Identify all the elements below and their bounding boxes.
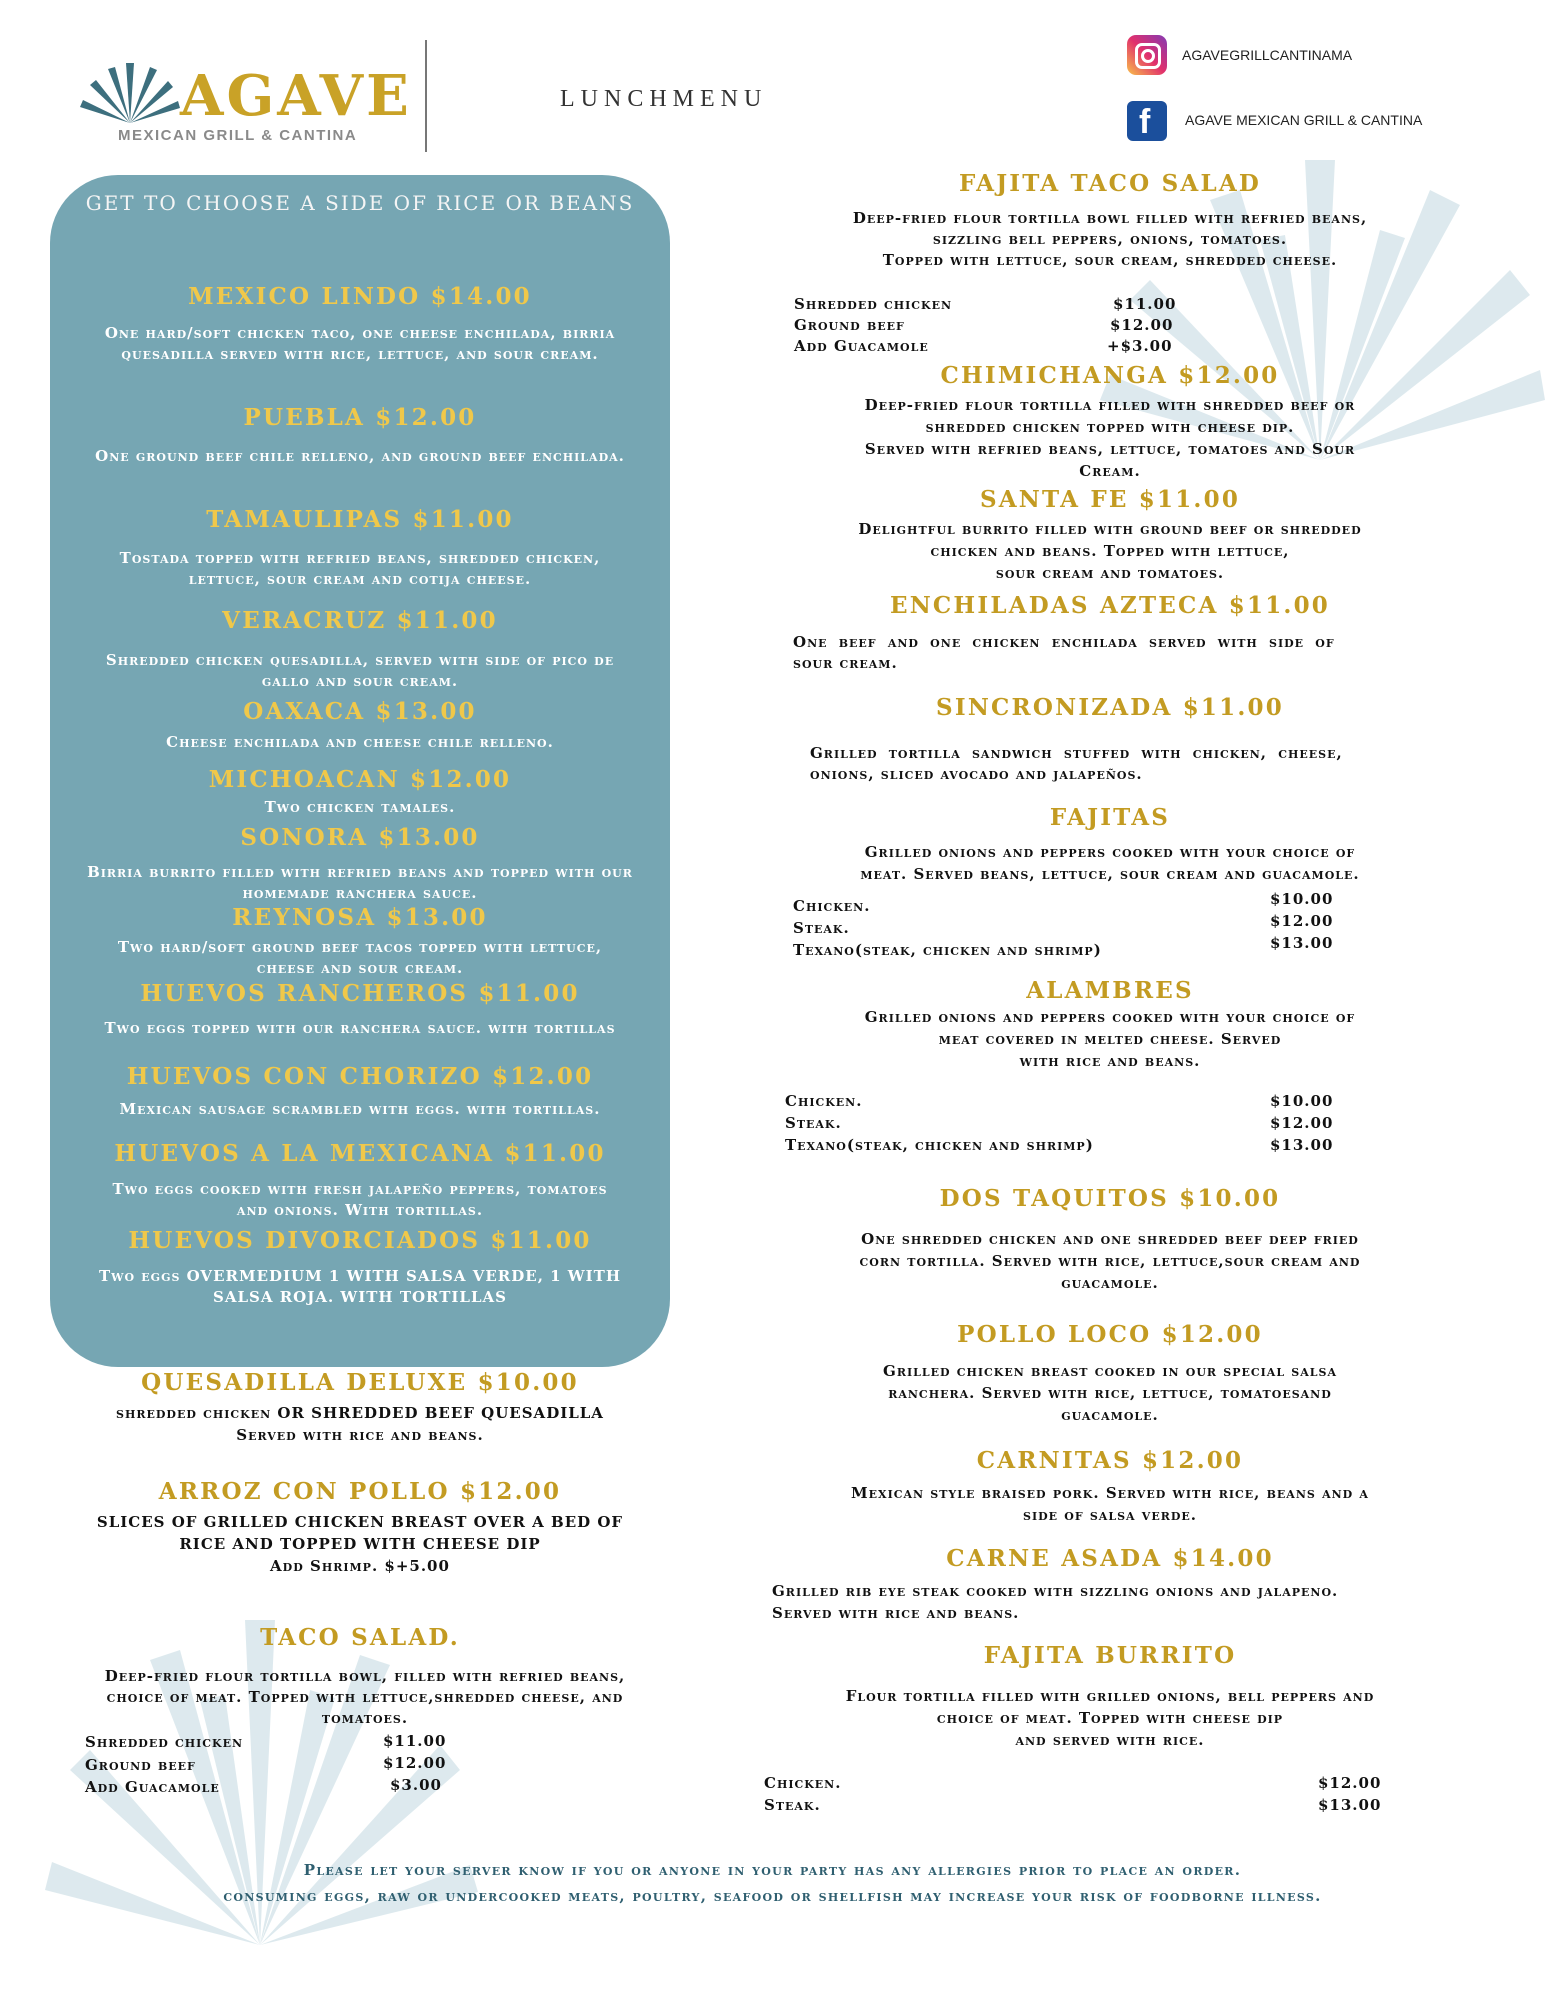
item-desc-line: Flour tortilla filled with grilled onions, bell peppers and <box>845 1687 1375 1705</box>
item-desc-huevos-divorciados: Two eggs OVERMEDIUM 1 WITH SALSA VERDE, 1 WITH SALSA ROJA. WITH TORTILLAS <box>98 1267 622 1306</box>
instagram-icon[interactable] <box>1127 35 1167 75</box>
item-title-santa-fe: SANTA FE $11.00 <box>979 486 1241 513</box>
item-desc-arroz-line1: SLICES OF GRILLED CHICKEN BREAST OVER A BED OF <box>96 1513 624 1531</box>
option-price: $12.00 <box>1110 316 1174 334</box>
item-title-arroz-con-pollo: ARROZ CON POLLO $12.00 <box>158 1478 562 1505</box>
option-name: Chicken. <box>764 1774 842 1792</box>
option-price: $12.00 <box>1270 912 1334 930</box>
option-name: Chicken. <box>793 897 871 915</box>
option-price: $12.00 <box>1270 1114 1334 1132</box>
option-price: $13.00 <box>1270 1136 1334 1154</box>
item-desc-veracruz: Shredded chicken quesadilla, served with side of pico de gallo and sour cream. <box>105 651 615 690</box>
item-desc-line: ranchera. Served with rice, lettuce, tomatoesand <box>888 1384 1332 1402</box>
item-desc-line: shredded chicken topped with cheese dip. <box>925 418 1295 436</box>
item-title-fajita-burrito: FAJITA BURRITO <box>983 1642 1237 1669</box>
item-desc-sonora: Birria burrito filled with refried beans and topped with our homemade ranchera sauce. <box>87 863 633 902</box>
item-title-puebla: PUEBLA $12.00 <box>243 404 477 431</box>
item-desc-line: with rice and beans. <box>1019 1052 1201 1070</box>
option-name: Texano(steak, chicken and shrimp) <box>793 941 1102 959</box>
instagram-handle[interactable]: AGAVEGRILLCANTINAMA <box>1182 47 1353 63</box>
option-name: Chicken. <box>785 1092 863 1110</box>
item-desc-huevos-con-chorizo: Mexican sausage scrambled with eggs. with tortillas. <box>119 1100 601 1118</box>
item-title-huevos-rancheros: HUEVOS RANCHEROS $11.00 <box>140 980 580 1007</box>
item-desc-line: Mexican style braised pork. Served with rice, beans and a <box>851 1484 1369 1502</box>
option-name: Add Guacamole <box>85 1778 220 1796</box>
item-desc-quesadilla-line2: Served with rice and beans. <box>236 1426 484 1444</box>
item-desc-line: onions, sliced avocado and jalapeños. <box>810 765 1143 783</box>
item-title-alambres: ALAMBRES <box>1026 977 1194 1004</box>
option-price: $10.00 <box>1270 1092 1334 1110</box>
item-title-veracruz: VERACRUZ $11.00 <box>222 607 498 634</box>
brand-name: AGAVE <box>180 63 412 129</box>
item-desc-michoacan: Two chicken tamales. <box>264 798 456 816</box>
item-title-carnitas: CARNITAS $12.00 <box>976 1447 1244 1474</box>
item-title-enchiladas-azteca: ENCHILADAS AZTECA $11.00 <box>889 592 1331 619</box>
item-title-sincronizada: SINCRONIZADA $11.00 <box>936 694 1284 721</box>
item-title-carne-asada: CARNE ASADA $14.00 <box>946 1545 1274 1572</box>
item-title-sonora: SONORA $13.00 <box>240 824 480 851</box>
option-price: $3.00 <box>390 1776 442 1794</box>
option-name: Steak. <box>764 1796 821 1814</box>
facebook-page[interactable]: AGAVE MEXICAN GRILL & CANTINA <box>1185 112 1423 128</box>
item-desc-line: Delightful burrito filled with ground beef or shredded <box>858 520 1362 538</box>
item-title-huevos-a-la-mexicana: HUEVOS A LA MEXICANA $11.00 <box>114 1140 606 1167</box>
item-desc-line: Deep-fried flour tortilla bowl filled with refried beans, <box>852 209 1368 227</box>
header-divider <box>425 40 427 152</box>
option-price: $10.00 <box>1270 890 1334 908</box>
item-desc-line: Served with rice and beans. <box>772 1604 1020 1622</box>
item-title-fajitas: FAJITAS <box>1049 804 1171 831</box>
item-desc-line: sour cream and tomatoes. <box>995 564 1225 582</box>
option-price: +$3.00 <box>1107 337 1173 355</box>
item-title-quesadilla-deluxe: QUESADILLA DELUXE $10.00 <box>141 1369 579 1396</box>
option-name: Add Guacamole <box>794 337 929 355</box>
option-price: $13.00 <box>1270 934 1334 952</box>
item-desc-line: guacamole. <box>1061 1406 1159 1424</box>
item-desc-line: Deep-fried flour tortilla filled with shredded beef or <box>864 396 1356 414</box>
item-desc-quesadilla-line1: shredded chicken OR SHREDDED BEEF QUESADILLA <box>116 1404 604 1422</box>
agave-logo-icon <box>80 63 180 125</box>
brand-logo <box>80 55 410 155</box>
item-title-huevos-con-chorizo: HUEVOS CON CHORIZO $12.00 <box>126 1063 594 1090</box>
item-desc-line: One beef and one chicken enchilada served with side of <box>793 633 1335 651</box>
item-desc-line: and served with rice. <box>1015 1731 1205 1749</box>
option-price: $12.00 <box>1318 1774 1382 1792</box>
option-name: Shredded chicken <box>794 295 953 313</box>
item-desc-line: Grilled rib eye steak cooked with sizzling onions and jalapeno. <box>772 1582 1339 1600</box>
facebook-icon[interactable]: f <box>1127 101 1167 141</box>
allergy-notice-line2: consuming eggs, raw or undercooked meats, poultry, seafood or shellfish may increase your risk of foodborne illness. <box>223 1887 1322 1905</box>
item-desc-line: meat. Served beans, lettuce, sour cream and guacamole. <box>860 865 1360 883</box>
option-price: $11.00 <box>383 1732 447 1750</box>
item-title-reynosa: REYNOSA $13.00 <box>232 904 488 931</box>
item-desc-arroz-line2: RICE AND TOPPED WITH CHEESE DIP <box>179 1535 541 1553</box>
item-desc-line: sizzling bell peppers, onions, tomatoes. <box>932 230 1288 248</box>
menu-title: LUNCHMENU <box>560 86 768 112</box>
option-price: $12.00 <box>383 1754 447 1772</box>
item-title-fajita-taco-salad: FAJITA TACO SALAD <box>958 170 1262 197</box>
item-desc-line: corn tortilla. Served with rice, lettuce,sour cream and <box>859 1252 1361 1270</box>
option-name: Texano(steak, chicken and shrimp) <box>785 1136 1094 1154</box>
option-price: $11.00 <box>1113 295 1177 313</box>
item-desc-huevos-a-la-mexicana: Two eggs cooked with fresh jalapeño peppers, tomatoes and onions. With tortillas. <box>112 1180 608 1219</box>
item-desc-line: meat covered in melted cheese. Served <box>938 1030 1282 1048</box>
item-desc-line: Grilled onions and peppers cooked with your choice of <box>864 843 1356 861</box>
option-name: Shredded chicken <box>85 1733 244 1751</box>
item-title-michoacan: MICHOACAN $12.00 <box>208 766 512 793</box>
item-title-oaxaca: OAXACA $13.00 <box>243 698 477 725</box>
item-desc-line: Cream. <box>1079 462 1141 480</box>
option-name: Ground beef <box>794 316 905 334</box>
item-title-chimichanga: CHIMICHANGA $12.00 <box>940 362 1280 389</box>
item-title-pollo-loco: POLLO LOCO $12.00 <box>957 1321 1263 1348</box>
option-name: Steak. <box>793 919 850 937</box>
item-title-tamaulipas: TAMAULIPAS $11.00 <box>206 506 514 533</box>
item-desc-reynosa: Two hard/soft ground beef tacos topped with lettuce, cheese and sour cream. <box>117 938 603 977</box>
item-desc-line: guacamole. <box>1061 1274 1159 1292</box>
item-desc-line: Grilled onions and peppers cooked with your choice of <box>864 1008 1356 1026</box>
item-title-mexico-lindo: MEXICO LINDO $14.00 <box>188 283 532 310</box>
item-desc-oaxaca: Cheese enchilada and cheese chile relleno. <box>166 733 554 751</box>
option-price: $13.00 <box>1318 1796 1382 1814</box>
option-name: Ground beef <box>85 1756 196 1774</box>
item-desc-arroz-shrimp: Add Shrimp. $+5.00 <box>270 1557 450 1575</box>
item-title-dos-taquitos: DOS TAQUITOS $10.00 <box>939 1185 1281 1212</box>
option-name: Steak. <box>785 1114 842 1132</box>
item-desc-puebla: One ground beef chile relleno, and ground beef enchilada. <box>95 447 625 465</box>
brand-subtitle: MEXICAN GRILL & CANTINA <box>118 127 358 144</box>
item-desc-line: Grilled tortilla sandwich stuffed with chicken, cheese, <box>810 744 1343 762</box>
item-desc-line: chicken and beans. Topped with lettuce, <box>930 542 1290 560</box>
item-title-huevos-divorciados: HUEVOS DIVORCIADOS $11.00 <box>128 1227 592 1254</box>
item-desc-tamaulipas: Tostada topped with refried beans, shredded chicken, lettuce, sour cream and cotija cheese. <box>119 549 601 588</box>
item-desc-line: One shredded chicken and one shredded beef deep fried <box>861 1230 1359 1248</box>
side-choice-note: GET TO CHOOSE A SIDE OF RICE OR BEANS <box>85 191 635 215</box>
item-desc-mexico-lindo: One hard/soft chicken taco, one cheese enchilada, birria quesadilla served with rice, lettuce, and sour cream. <box>104 324 616 363</box>
item-title-taco-salad: TACO SALAD. <box>260 1624 460 1651</box>
item-desc-line: Topped with lettuce, sour cream, shredded cheese. <box>882 251 1338 269</box>
item-desc-line: choice of meat. Topped with cheese dip <box>936 1709 1284 1727</box>
item-desc-line: sour cream. <box>793 654 898 672</box>
item-desc-line: Served with refried beans, lettuce, tomatoes and Sour <box>864 440 1356 458</box>
item-desc-line: Grilled chicken breast cooked in our special salsa <box>883 1362 1337 1380</box>
item-desc-line: side of salsa verde. <box>1023 1506 1197 1524</box>
allergy-notice <box>0 1857 1545 1909</box>
allergy-notice-line1: Please let your server know if you or anyone in your party has any allergies prior to place an order. <box>303 1861 1242 1879</box>
item-desc-huevos-rancheros: Two eggs topped with our ranchera sauce. with tortillas <box>104 1019 616 1037</box>
item-desc-taco-salad: Deep-fried flour tortilla bowl, filled with refried beans, choice of meat. Topped with lettuce,shredded cheese, and tomatoes. <box>104 1667 626 1727</box>
